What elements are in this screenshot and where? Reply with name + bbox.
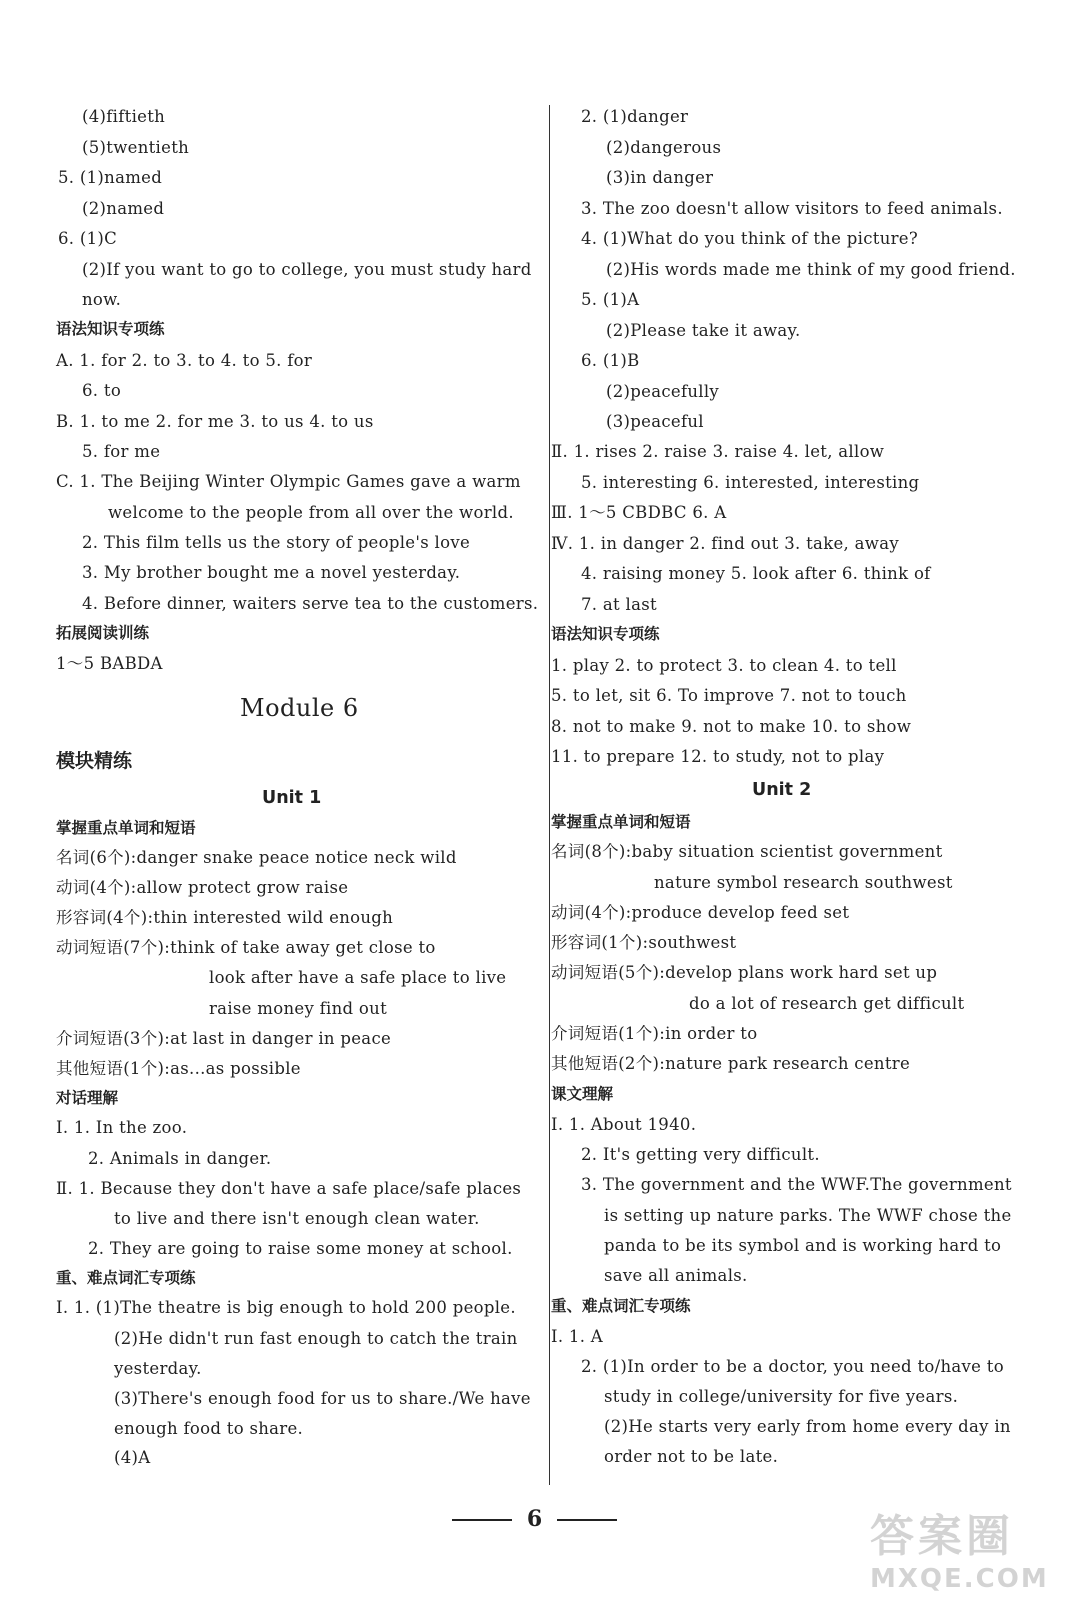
answer-line: (3)peaceful <box>606 412 704 431</box>
answer-line: (2)Please take it away. <box>606 321 801 340</box>
answer-line: do a lot of research get difficult <box>689 994 965 1013</box>
answer-line: 6. (1)C <box>58 229 118 248</box>
answer-line: 5. (1)named <box>58 168 163 187</box>
answer-line: (2)peacefully <box>606 382 720 401</box>
answer-line: Ⅰ. 1. In the zoo. <box>56 1118 188 1137</box>
answer-line: 5. for me <box>82 442 161 461</box>
answer-line: is setting up nature parks. The WWF chose the <box>604 1206 1012 1225</box>
answer-line: 名词(8个):baby situation scientist government <box>551 842 943 861</box>
answer-line: 2. They are going to raise some money at school. <box>88 1239 513 1258</box>
answer-line: Ⅱ. 1. Because they don't have a safe place/safe places <box>56 1179 522 1198</box>
answer-line: 介词短语(1个):in order to <box>551 1024 758 1043</box>
answer-line: 7. at last <box>581 595 657 614</box>
answer-line: 4. Before dinner, waiters serve tea to the customers. <box>82 594 539 613</box>
section-heading: 拓展阅读训练 <box>56 624 150 642</box>
unit-heading: Unit 2 <box>752 780 812 800</box>
answer-line: (2)dangerous <box>606 138 722 157</box>
answer-line: (2)His words made me think of my good friend. <box>606 260 1016 279</box>
section-heading: 模块精练 <box>56 750 133 772</box>
answer-line: nature symbol research southwest <box>654 873 953 892</box>
module-title: Module 6 <box>240 694 359 722</box>
answer-line: 其他短语(1个):as...as possible <box>56 1059 301 1078</box>
answer-line: Ⅳ. 1. in danger 2. find out 3. take, away <box>551 534 899 553</box>
answer-line: 2. It's getting very difficult. <box>581 1145 820 1164</box>
section-heading: 语法知识专项练 <box>551 625 660 643</box>
answer-line: 2. (1)danger <box>581 107 689 126</box>
section-heading: 课文理解 <box>551 1085 614 1103</box>
answer-line: 11. to prepare 12. to study, not to play <box>551 747 885 766</box>
page-number: 6 <box>526 1506 543 1532</box>
watermark-logo <box>870 1500 1055 1595</box>
answer-line: (2)He starts very early from home every day in <box>604 1417 1011 1436</box>
answer-line: Ⅰ. 1. (1)The theatre is big enough to hold 200 people. <box>56 1298 516 1317</box>
answer-line: 5. interesting 6. interested, interesting <box>581 473 920 492</box>
column-divider <box>549 105 550 1485</box>
answer-line: 动词(4个):produce develop feed set <box>551 903 850 922</box>
answer-line: 2. Animals in danger. <box>88 1149 272 1168</box>
answer-line: (2)If you want to go to college, you must study hard <box>82 260 532 279</box>
answer-line: Ⅰ. 1. About 1940. <box>551 1115 697 1134</box>
answer-line: Ⅰ. 1. A <box>551 1327 604 1346</box>
answer-line: A. 1. for 2. to 3. to 4. to 5. for <box>56 351 313 370</box>
answer-line: 2. This film tells us the story of people's love <box>82 533 471 552</box>
answer-line: 动词短语(7个):think of take away get close to <box>56 938 436 957</box>
footer-ornament-left <box>452 1519 512 1521</box>
answer-line: (3)There's enough food for us to share./We have <box>114 1389 531 1408</box>
unit-heading: Unit 1 <box>262 788 322 808</box>
section-heading: 重、难点词汇专项练 <box>551 1297 691 1315</box>
answer-line: B. 1. to me 2. for me 3. to us 4. to us <box>56 412 374 431</box>
answer-line: 4. raising money 5. look after 6. think of <box>581 564 931 583</box>
answer-line: (4)A <box>114 1448 151 1467</box>
answer-line: (2)He didn't run fast enough to catch the train <box>114 1329 518 1348</box>
answer-line: look after have a safe place to live <box>209 968 507 987</box>
answer-line: Ⅲ. 1～5 CBDBC 6. A <box>551 503 727 522</box>
answer-line: 动词短语(5个):develop plans work hard set up <box>551 963 938 982</box>
answer-line: study in college/university for five years. <box>604 1387 959 1406</box>
answer-line: (4)fiftieth <box>82 107 166 126</box>
section-heading: 语法知识专项练 <box>56 320 165 338</box>
answer-line: 形容词(1个):southwest <box>551 933 737 952</box>
answer-line: 5. (1)A <box>581 290 640 309</box>
page-number-footer <box>490 1505 579 1533</box>
section-heading: 重、难点词汇专项练 <box>56 1269 196 1287</box>
answer-line: enough food to share. <box>114 1419 304 1438</box>
section-heading: 掌握重点单词和短语 <box>551 813 691 831</box>
answer-line: (5)twentieth <box>82 138 190 157</box>
answer-line: 4. (1)What do you think of the picture? <box>581 229 919 248</box>
answer-line: 名词(6个):danger snake peace notice neck wild <box>56 848 457 867</box>
answer-line: 3. The zoo doesn't allow visitors to feed animals. <box>581 199 1003 218</box>
answer-line: yesterday. <box>114 1359 202 1378</box>
answer-line: raise money find out <box>209 999 388 1018</box>
footer-ornament-right <box>557 1519 617 1521</box>
answer-line: 2. (1)In order to be a doctor, you need to/have to <box>581 1357 1004 1376</box>
answer-line: now. <box>82 290 122 309</box>
answer-line: panda to be its symbol and is working hard to <box>604 1236 1002 1255</box>
answer-line: 5. to let, sit 6. To improve 7. not to touch <box>551 686 907 705</box>
answer-line: order not to be late. <box>604 1447 779 1466</box>
answer-line: to live and there isn't enough clean water. <box>114 1209 480 1228</box>
watermark-url: MXQE.COM <box>870 1564 1049 1594</box>
answer-line: 介词短语(3个):at last in danger in peace <box>56 1029 392 1048</box>
section-heading: 对话理解 <box>56 1089 119 1107</box>
watermark-title: 答案圈 <box>870 1511 1014 1562</box>
answer-line: 其他短语(2个):nature park research centre <box>551 1054 911 1073</box>
answer-line: (2)named <box>82 199 165 218</box>
answer-line: Ⅱ. 1. rises 2. raise 3. raise 4. let, allow <box>551 442 885 461</box>
answer-line: 6. (1)B <box>581 351 640 370</box>
answer-line: 动词(4个):allow protect grow raise <box>56 878 349 897</box>
answer-line: 形容词(4个):thin interested wild enough <box>56 908 394 927</box>
section-heading: 掌握重点单词和短语 <box>56 819 196 837</box>
answer-line: 1. play 2. to protect 3. to clean 4. to tell <box>551 656 897 675</box>
answer-line: 3. The government and the WWF.The government <box>581 1175 1012 1194</box>
answer-line: 8. not to make 9. not to make 10. to show <box>551 717 912 736</box>
answer-line: 3. My brother bought me a novel yesterday. <box>82 563 461 582</box>
answer-line: 1～5 BABDA <box>56 654 163 673</box>
answer-line: 6. to <box>82 381 122 400</box>
answer-line: (3)in danger <box>606 168 714 187</box>
answer-line: save all animals. <box>604 1266 748 1285</box>
answer-line: C. 1. The Beijing Winter Olympic Games gave a warm <box>56 472 521 491</box>
answer-line: welcome to the people from all over the world. <box>108 503 514 522</box>
